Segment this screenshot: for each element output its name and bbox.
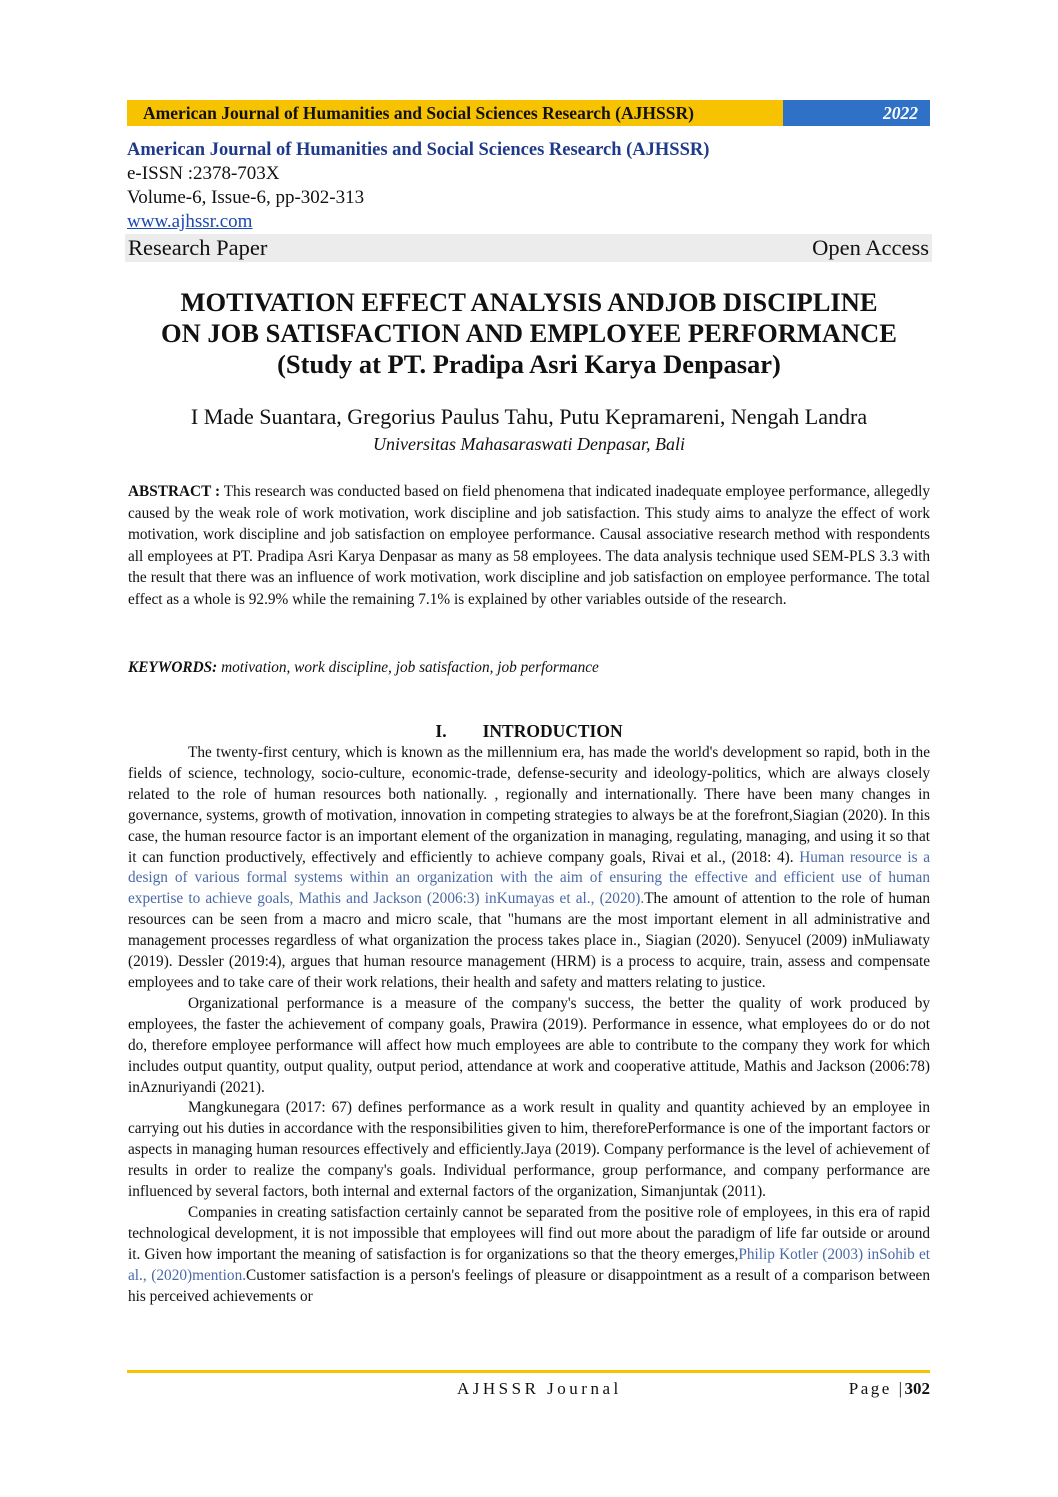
introduction-body bbox=[128, 743, 930, 1307]
section-number: I. bbox=[435, 721, 447, 741]
keywords-text: motivation, work discipline, job satisfaction, job performance bbox=[217, 659, 599, 676]
journal-header-bar bbox=[127, 100, 930, 126]
paragraph-text: Customer satisfaction is a person's feelings of pleasure or disappointment as a result of a comparison between his perceived achievements or bbox=[128, 1266, 930, 1305]
keywords-label: KEYWORDS: bbox=[128, 659, 218, 676]
footer-page bbox=[849, 1377, 930, 1401]
meta-volume: Volume-6, Issue-6, pp-302-313 bbox=[127, 187, 365, 208]
paragraph: Organizational performance is a measure of the company's success, the better the quality of work produced by employees, the faster the achievement of company goals, Prawira (2019). Performance in essence, what employees do or do not do, therefore employee performance will affect how much employees are able to contribute to the company they work for which includes output quantity, output quality, output period, attendance at work and cooperative attitude, Mathis and Jackson (2006:78) inAznuriyandi (2021). bbox=[128, 994, 930, 1096]
paper-type-bar bbox=[125, 234, 932, 262]
highlighted-text: Human resource is a design of various formal systems within an organization with the aim of ensuring the effective and efficient use of human expertise to achieve goals, Mathis and Jackson (2006:3) inKumayas et al., (2020). bbox=[128, 848, 930, 908]
journal-url-link[interactable]: www.ajhssr.com bbox=[127, 211, 253, 232]
affiliation: Universitas Mahasaraswati Denpasar, Bali bbox=[372, 434, 685, 454]
footer-journal: AJHSSR Journal bbox=[457, 1379, 622, 1398]
paragraph-text: Companies in creating satisfaction certainly cannot be separated from the positive role of employees, in this era of rapid technological development, it is not impossible that employees will find out more about the paradigm of life far outside or around it. Given how important the meaning of satisfaction is for organizations so that the theory emerges, bbox=[128, 1203, 930, 1263]
paragraph-text: The amount of attention to the role of human resources can be seen from a macro and micro scale, that "humans are the most important element in all administrative and management processes regardless of what organization the process takes place in., Siagian (2020). Senyucel (2009) inMuliawaty (2019). Dessler (2019:4), argues that human resource management (HRM) is a process to acquire, train, assess and compensate employees and to take care of their work relations, their health and safety and matters relating to justice. bbox=[128, 890, 930, 991]
meta-issn: e-ISSN :2378-703X bbox=[127, 163, 280, 184]
authors: I Made Suantara, Gregorius Paulus Tahu, Putu Kepramareni, Nengah Landra bbox=[190, 404, 868, 429]
paragraph: Mangkunegara (2017: 67) defines performance as a work result in quality and quantity achieved by an employee in carrying out his duties in accordance with the responsibilities given to him, thereforePerformance is one of the important factors or aspects in managing human resources effectively and efficiently.Jaya (2019). Company performance is the level of achievement of results in order to realize the company's goals. Individual performance, group performance, and company performance are influenced by several factors, both internal and external factors of the organization, Simanjuntak (2011). bbox=[128, 1099, 930, 1201]
abstract-text: This research was conducted based on field phenomena that indicated inadequate employee performance, allegedly caused by the weak role of work motivation, work discipline and job satisfaction. This study aims to analyze the effect of work motivation, work discipline and job satisfaction on employee performance. Causal associative research method with respondents all employees at PT. Pradipa Asri Karya Denpasar as many as 58 employees. The data analysis technique used SEM-PLS 3.3 with the result that there was an influence of work motivation, work discipline and job satisfaction on employee performance. The total effect as a whole is 92.9% while the remaining 7.1% is explained by other variables outside of the research. bbox=[128, 483, 930, 608]
section-title: INTRODUCTION bbox=[482, 721, 623, 741]
title-line-2: ON JOB SATISFACTION AND EMPLOYEE PERFORMANCE bbox=[161, 318, 897, 348]
page-number: 302 bbox=[904, 1379, 930, 1398]
paragraph bbox=[128, 743, 930, 994]
keywords bbox=[128, 657, 930, 678]
header-year: 2022 bbox=[783, 100, 930, 126]
title-line-3: (Study at PT. Pradipa Asri Karya Denpasar) bbox=[277, 349, 781, 379]
access-type: Open Access bbox=[812, 235, 929, 260]
journal-meta bbox=[127, 138, 709, 234]
page-label: Page | bbox=[848, 1379, 905, 1398]
meta-journal-name: American Journal of Humanities and Social Sciences Research (AJHSSR) bbox=[127, 140, 710, 160]
section-heading-introduction bbox=[128, 721, 930, 742]
abstract-label: ABSTRACT : bbox=[128, 483, 221, 500]
footer-divider bbox=[127, 1370, 930, 1373]
paper-title bbox=[100, 287, 958, 380]
paragraph bbox=[128, 1203, 930, 1308]
title-line-1: MOTIVATION EFFECT ANALYSIS ANDJOB DISCIPLINE bbox=[180, 287, 878, 317]
header-journal-name: American Journal of Humanities and Social Sciences Research (AJHSSR) bbox=[127, 100, 783, 126]
paper-type: Research Paper bbox=[128, 235, 268, 260]
highlighted-text: Philip Kotler (2003) inSohib et al., (2020)mention. bbox=[128, 1245, 930, 1284]
abstract bbox=[128, 481, 930, 611]
paragraph-text: The twenty-first century, which is known as the millennium era, has made the world's development so rapid, both in the fields of science, technology, socio-culture, economic-trade, defense-security and ideology-politics, which are always closely related to the role of human resources both nationally. , regionally and internationally. There have been many changes in governance, systems, growth of motivation, innovation in competing strategies to always be at the forefront,Siagian (2020). In this case, the human resource factor is an important element of the organization in managing, regulating, managing, and using it so that it can function productively, effectively and efficiently to achieve company goals, Rivai et al., (2018: 4). bbox=[128, 744, 930, 866]
page-footer bbox=[127, 1377, 930, 1401]
